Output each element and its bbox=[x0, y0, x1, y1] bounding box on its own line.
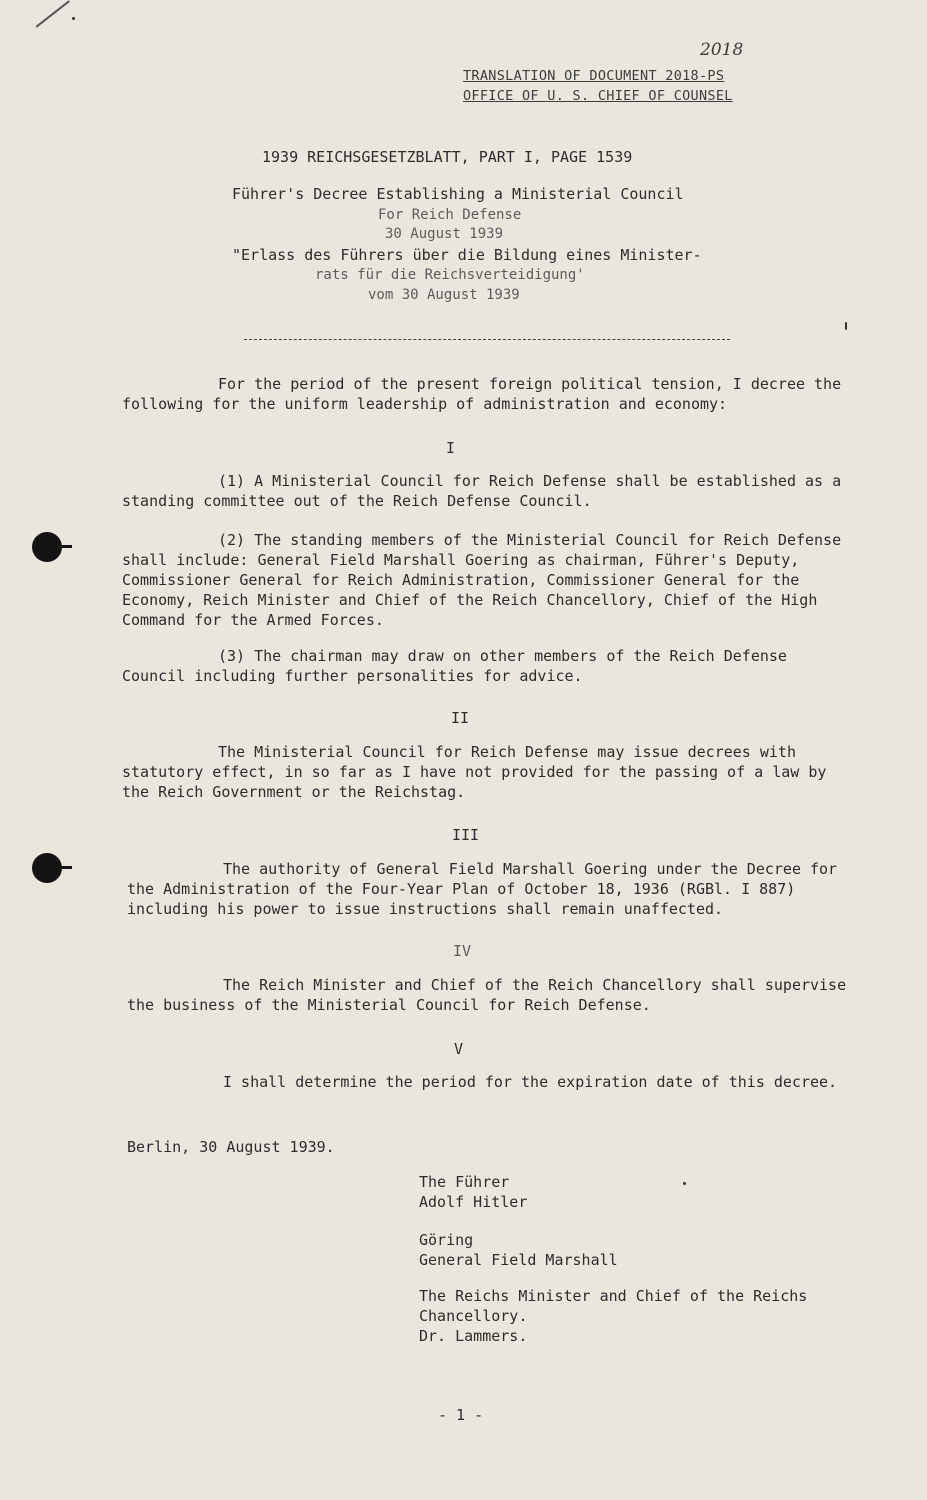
section-numeral: I bbox=[446, 439, 456, 457]
handwritten-document-number: 2018 bbox=[700, 40, 744, 60]
place-and-date: Berlin, 30 August 1939. bbox=[127, 1138, 335, 1156]
title-german-date: vom 30 August 1939 bbox=[368, 287, 520, 303]
section-numeral: II bbox=[451, 709, 470, 727]
signature-lammers-title: The Reichs Minister and Chief of the Reichs bbox=[419, 1287, 808, 1305]
title-german-line2: rats für die Reichsverteidigung' bbox=[315, 267, 585, 283]
section-4-paragraph: The Reich Minister and Chief of the Reich Chancellory shall supervise the business of the Ministerial Council for Reich Defense. bbox=[127, 976, 847, 1014]
section-3-paragraph: The authority of General Field Marshall Goering under the Decree for the Administration of the Four-Year Plan of October 18, 1936 (RGBl. I 887) including his power to issue instructions shall remain unaffected. bbox=[127, 860, 838, 918]
section-1-paragraph-1: (1) A Ministerial Council for Reich Defense shall be established as a standing committee out of the Reich Defense Council. bbox=[122, 472, 842, 510]
ink-dot bbox=[72, 17, 75, 20]
section-1-paragraph-2: (2) The standing members of the Ministerial Council for Reich Defense shall include: General Field Marshall Goering as chairman, Führer's Deputy, Commissioner General for Reich Administration, Commissioner General for the Economy, Reich Minister and Chief of the Reich Chancellory, Chief of the High Command for the Armed Forces. bbox=[122, 531, 842, 629]
title-english: Führer's Decree Establishing a Ministerial Council bbox=[232, 185, 684, 203]
stamp-translation-line: TRANSLATION OF DOCUMENT 2018-PS bbox=[463, 68, 725, 84]
preamble-paragraph: For the period of the present foreign political tension, I decree the following for the uniform leadership of administration and economy: bbox=[122, 375, 842, 413]
section-1-paragraph-3: (3) The chairman may draw on other members of the Reich Defense Council including further personalities for advice. bbox=[122, 647, 787, 685]
pencil-mark bbox=[36, 0, 70, 27]
source-citation: 1939 REICHSGESETZBLATT, PART I, PAGE 1539 bbox=[262, 148, 633, 166]
section-5-paragraph: I shall determine the period for the expiration date of this decree. bbox=[223, 1073, 838, 1091]
signature-lammers-name: Dr. Lammers. bbox=[419, 1327, 528, 1345]
signature-fuhrer-title: The Führer bbox=[419, 1173, 510, 1191]
signature-goring-title: General Field Marshall bbox=[419, 1251, 618, 1269]
section-2-paragraph: The Ministerial Council for Reich Defense may issue decrees with statutory effect, in so far as I have not provided for the passing of a law by the Reich Government or the Reichstag. bbox=[122, 743, 827, 801]
section-numeral: III bbox=[452, 826, 480, 844]
punch-hole-icon bbox=[32, 532, 62, 562]
signature-lammers-title-cont: Chancellory. bbox=[419, 1307, 528, 1325]
page-number: - 1 - bbox=[438, 1406, 484, 1424]
title-english-line2: For Reich Defense bbox=[378, 207, 522, 223]
signature-fuhrer-name: Adolf Hitler bbox=[419, 1193, 528, 1211]
section-numeral: IV bbox=[453, 942, 472, 960]
stamp-office-line: OFFICE OF U. S. CHIEF OF COUNSEL bbox=[463, 88, 733, 104]
title-german: "Erlass des Führers über die Bildung eines Minister- bbox=[232, 246, 702, 264]
section-numeral: V bbox=[454, 1040, 464, 1058]
ink-mark bbox=[845, 322, 847, 330]
signature-goring-name: Göring bbox=[419, 1231, 474, 1249]
punch-hole-icon bbox=[32, 853, 62, 883]
header-divider bbox=[244, 339, 730, 340]
title-english-date: 30 August 1939 bbox=[385, 226, 504, 242]
ink-dot bbox=[683, 1182, 686, 1185]
